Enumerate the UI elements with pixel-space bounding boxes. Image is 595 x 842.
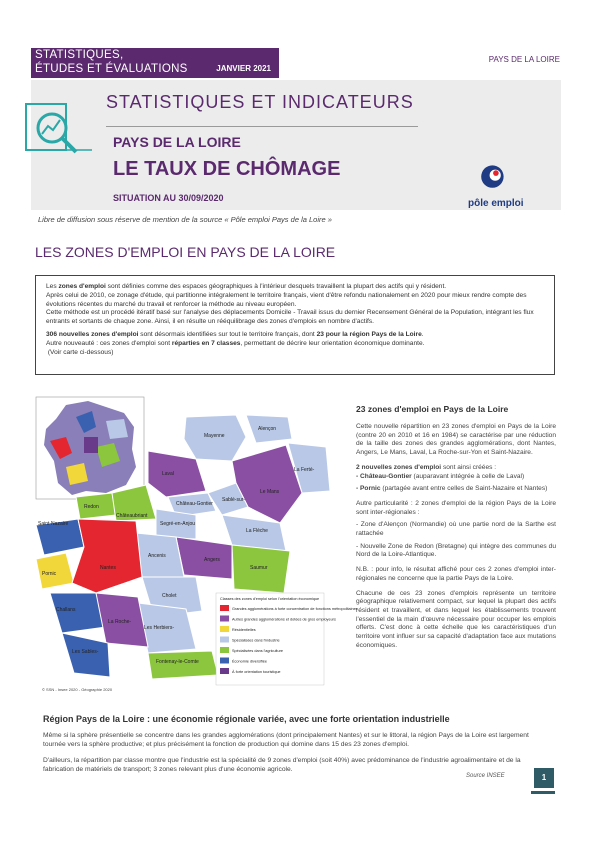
col-bold: - Pornic (356, 485, 381, 493)
diffusion-note: Libre de diffusion sous réserve de mention de la source « Pôle emploi Pays de la Loire » (38, 215, 332, 224)
map-label-saumur: Saumur (250, 565, 268, 571)
zones-title: 23 zones d'emploi en Pays de la Loire (356, 404, 509, 414)
map-label-sable: Sablé-sur- (222, 497, 246, 503)
page-number-underline (531, 791, 555, 794)
region-title: PAYS DE LA LOIRE (113, 134, 241, 150)
map-label-cholet: Cholet (162, 593, 177, 599)
bottom-paragraph-2: D'ailleurs, la répartition par classe montre que l'industrie est la spécialité de 9 zones d'emploi (soit 40%) avec prédominance de l'industrie agroalimentaire et de la fabrication de matériels de transport; 3 zones relevant plus d'une économie agricole. (43, 757, 521, 773)
map-label-laval: Laval (162, 471, 174, 477)
col-text: (auparavant intégrée à celle de Laval) (411, 472, 525, 480)
legend-title: Classes des zones d'emploi selon l'orientation économique (220, 597, 320, 601)
publication-date: JANVIER 2021 (216, 64, 271, 73)
legend-swatch (220, 626, 229, 632)
legend-swatch (220, 668, 229, 674)
legend-label: Grandes agglomérations à forte concentration de fonctions métropolitaines (232, 607, 358, 611)
source-note: Source INSEE (466, 773, 505, 779)
intro-bold: réparties en 7 classes (171, 339, 241, 347)
band-title: STATISTIQUES ET INDICATEURS (106, 92, 414, 112)
col-paragraph: Autre particularité : 2 zones d'emploi de la région Pays de la Loire sont inter-régionales : (356, 499, 556, 516)
map-legend (216, 593, 358, 685)
employment-zones-map (36, 397, 358, 695)
legend-label: À forte orientation touristique (232, 670, 281, 674)
map-label-segre: Segré-en-Anjou (160, 521, 196, 527)
intro-text: , permettant de décrire leur orientation économique dominante. (240, 339, 425, 347)
pole-emploi-logo (470, 160, 540, 196)
map-label-nantes: Nantes (100, 565, 116, 571)
series-line-1: STATISTIQUES, (35, 49, 124, 61)
legend-label: Spécialisées dans l'industrie (232, 638, 280, 643)
section-title: LES ZONES D'EMPLOI EN PAYS DE LA LOIRE (35, 244, 336, 260)
col-bold: 2 nouvelles zones d'emploi (356, 463, 442, 471)
map-label-chateaubriant: Châteaubriant (116, 513, 148, 519)
intro-bold: 306 nouvelles zones d'emploi (46, 330, 139, 338)
legend-swatch (220, 647, 229, 653)
col-paragraph: N.B. : pour info, le résultat affiché pour ces 2 zones d'emploi inter-régionales ne concerne que la partie Pays de la Loire. (356, 566, 556, 582)
intro-text: . (421, 330, 424, 338)
legend-swatch (220, 616, 229, 622)
intro-bold: 23 pour la région Pays de la Loire (316, 330, 422, 338)
france-inset-map (36, 397, 144, 499)
zone-les-sables (62, 633, 110, 677)
map-label-chateau-gontier: Château-Gontier (176, 501, 213, 507)
legend-label: Économie diversifiée (232, 659, 268, 664)
intro-text: Les (46, 283, 59, 290)
map-label-mayenne: Mayenne (204, 433, 225, 439)
col-paragraph: Cette nouvelle répartition en 23 zones d'emploi en Pays de la Loire (contre 20 en 2010 et 16 en 1984) se caractérise par une réduction de la taille des zones des grandes agglomérations, dont Nantes, Angers, Le Mans, Laval, La Roche-sur-Yon et Saint-Nazaire. (356, 423, 556, 457)
intro-text: Cette méthode est un procédé itératif basé sur l'analyse des déplacements Domicile - Travail issus du dernier Recensement Général de la Population, intégrant les flux entrants et sortants de chaque zone. Ainsi, il en résulte un rééquilibrage des zones d'emplois en nombre d'actifs. (46, 309, 534, 326)
map-label-redon: Redon (84, 504, 99, 510)
section-2-title: Région Pays de la Loire : une économie régionale variée, avec une forte orientation industrielle (43, 714, 450, 724)
col-paragraph: - Zone d'Alençon (Normandie) où une partie nord de la Sarthe est rattachée (356, 521, 556, 538)
divider (106, 126, 418, 127)
col-paragraph: - Nouvelle Zone de Redon (Bretagne) qui intègre des communes du Nord de la Loire-Atlantique. (356, 542, 556, 559)
col-paragraph (356, 464, 556, 473)
legend-swatch (220, 637, 229, 643)
intro-text: sont désormais identifiées sur tout le territoire français, dont (138, 330, 317, 338)
map-label-la-roche: La Roche- (108, 619, 132, 625)
zones-text (356, 423, 556, 650)
map-credit: © SSN - Insee 2020 - Géographie 2020 (42, 687, 113, 692)
legend-label: Spécialisées dans l'agriculture (232, 649, 283, 653)
intro-text: sont définies comme des espaces géographiques à l'intérieur desquels travaillent la plupart des actifs qui y résident. (105, 283, 447, 290)
map-label-challans: Challans (56, 607, 76, 613)
zone-fontenay (148, 651, 218, 679)
legend-swatch (220, 658, 229, 664)
map-label-pornic: Pornic (42, 571, 57, 577)
legend-label: Autres grandes agglomérations et dotées de gros employeurs (232, 617, 336, 622)
map-label-les-herbiers: Les Herbiers- (144, 625, 175, 631)
zone-nantes (72, 519, 142, 593)
col-text: (partagée avant entre celles de Saint-Nazaire et Nantes) (380, 485, 548, 493)
bottom-paragraph-1: Même si la sphère présentielle se concentre dans les grandes agglomérations (dont principalement Nantes) et sur le littoral, la région Pays de la Loire est largement tournée vers la sphère productive; et plus précisément la fonction de production qui domine dans 15 des 23 zones d'emploi. (43, 732, 529, 748)
col-bold: - Château-Gontier (356, 472, 412, 480)
page-title: LE TAUX DE CHÔMAGE (113, 158, 341, 180)
legend-swatch (220, 605, 229, 611)
intro-text: Après celui de 2010, ce zonage d'étude, qui partitionne intégralement le territoire français, vient d'être refondu nationalement en 2020 pour mieux rendre compte des évolutions récentes du marché du travail et renforcer la méthode au niveau européen. (46, 291, 527, 308)
col-paragraph (356, 473, 556, 482)
map-label-le-mans: Le Mans (260, 489, 280, 495)
col-paragraph: Chacune de ces 23 zones d'emplois représente un territoire géographique relativement compact, sur lequel la plupart des actifs résident et travaillent, et dans lequel les établissements trouvent l'essentiel de la main d'œuvre nécessaire pour occuper les emplois offerts. C'est donc à cette échelle que les caractéristiques d'un territoire vont influer sur sa capacité d'adaptation face aux mutations économiques. (356, 589, 556, 649)
pole-emploi-logo-text: pôle emploi (468, 198, 524, 209)
region-header-label: PAYS DE LA LOIRE (488, 55, 560, 64)
intro-paragraph-1 (46, 283, 544, 327)
intro-box (35, 275, 555, 375)
magnifier-chart-icon (22, 100, 94, 156)
map-label-fontenay: Fontenay-le-Comte (156, 659, 199, 665)
intro-bold: zones d'emploi (58, 283, 106, 290)
series-banner (31, 48, 279, 78)
col-text: sont ainsi créées : (441, 463, 497, 471)
page-number: 1 (534, 768, 554, 788)
map-label-angers: Angers (204, 557, 220, 563)
map-label-saint-nazaire: Saint-Nazaire (38, 521, 69, 527)
intro-paragraph-2 (46, 331, 544, 357)
situation-date: SITUATION AU 30/09/2020 (113, 193, 224, 203)
map-label-ancenis: Ancenis (148, 553, 166, 559)
map-label-la-ferte-bernard: La Ferté- (294, 467, 315, 473)
col-paragraph (356, 485, 556, 494)
map-label-les-sables: Les Sables- (72, 649, 99, 655)
intro-text: (Voir carte ci-dessous) (47, 348, 114, 356)
map-label-la-fleche: La Flèche (246, 528, 268, 534)
map-label-alencon: Alençon (258, 426, 277, 432)
legend-label: Résidentielles (232, 628, 256, 632)
intro-text: Autre nouveauté : ces zones d'emploi sont (46, 339, 172, 347)
series-line-2: ÉTUDES ET ÉVALUATIONS (35, 63, 188, 75)
